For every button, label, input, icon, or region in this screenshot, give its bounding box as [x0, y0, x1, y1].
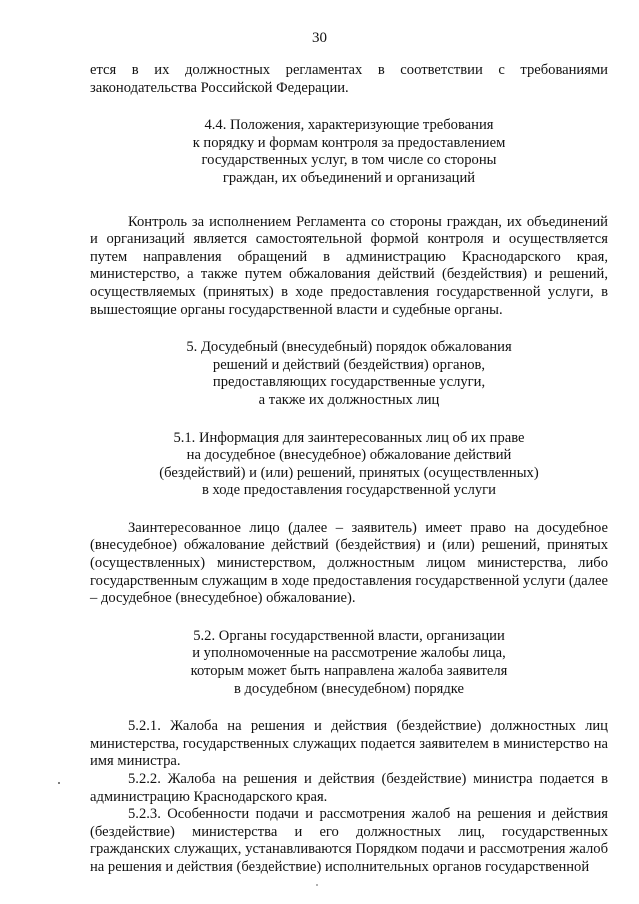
control-paragraph: Контроль за исполнением Регламента со стороны граждан, их объединений и организаций является самостоятельной формой контроля и осуществляется путем направления обращений в администрацию Краснодарского края, министерство, а также путем обжалования действий (бездействия) и решений, осуществляемых (принятых) в ходе предоставления государственной услуги, в вышестоящие органы государственной власти и судебные органы.	[90, 213, 608, 318]
para-5-2-3: 5.2.3. Особенности подачи и рассмотрения жалоб на решения и действия (бездействие) министерства и его должностных лиц, государственных гражданских служащих, устанавливаются Порядком подачи и рассмотрения жалоб на решения и действия (бездействие) исполнительных органов государственной	[90, 806, 608, 875]
heading-line: граждан, их объединений и организаций	[222, 169, 476, 186]
para-5-1: Заинтересованное лицо (далее – заявитель) имеет право на досудебное (внесудебное) обжалование действий (бездействия) и (или) решений, принятых (осуществленных) министерством, должностным лицом министерства, либо государственным служащим в ходе предоставления государственной услуги (далее – досудебное (внесудебное) обжалование).	[90, 519, 608, 607]
heading-line: которым может быть направлена жалоба заявителя	[190, 663, 508, 680]
heading-line: и уполномоченные на рассмотрение жалобы лица,	[192, 645, 506, 662]
heading-line: на досудебное (внесудебное) обжалование действий	[186, 447, 512, 464]
para-5-2-2: 5.2.2. Жалоба на решения и действия (бездействие) министра подается в администрацию Краснодарского края.	[90, 771, 608, 805]
heading-5-1	[90, 430, 608, 500]
heading-line: в досудебном (внесудебном) порядке	[233, 680, 465, 697]
page-number: 30	[312, 30, 327, 46]
heading-line: а также их должностных лиц	[258, 391, 440, 408]
heading-line: решений и действий (бездействия) органов,	[212, 356, 486, 373]
heading-line: 4.4. Положения, характеризующие требования	[204, 117, 494, 134]
heading-5	[90, 339, 608, 409]
heading-line: предоставляющих государственные услуги,	[212, 374, 486, 391]
heading-line: 5. Досудебный (внесудебный) порядок обжалования	[186, 339, 512, 356]
heading-line: 5.2. Органы государственной власти, организации	[193, 627, 505, 644]
intro-paragraph: ется в их должностных регламентах в соответствии с требованиями законодательства Российской Федерации.	[90, 62, 608, 96]
scan-speck	[58, 782, 60, 784]
heading-5-2	[90, 628, 608, 698]
document-body	[90, 62, 608, 877]
scan-speck	[316, 884, 318, 886]
heading-line: (бездействий) и (или) решений, принятых (осуществленных)	[159, 464, 539, 481]
para-5-2-1: 5.2.1. Жалоба на решения и действия (бездействие) должностных лиц министерства, государственных служащих подается заявителем в министерство на имя министра.	[90, 718, 608, 770]
heading-line: государственных услуг, в том числе со стороны	[201, 152, 497, 169]
heading-line: к порядку и формам контроля за предоставлением	[192, 134, 506, 151]
heading-line: в ходе предоставления государственной услуги	[202, 482, 496, 499]
heading-line: 5.1. Информация для заинтересованных лиц об их праве	[173, 429, 525, 446]
heading-4-4	[90, 117, 608, 187]
